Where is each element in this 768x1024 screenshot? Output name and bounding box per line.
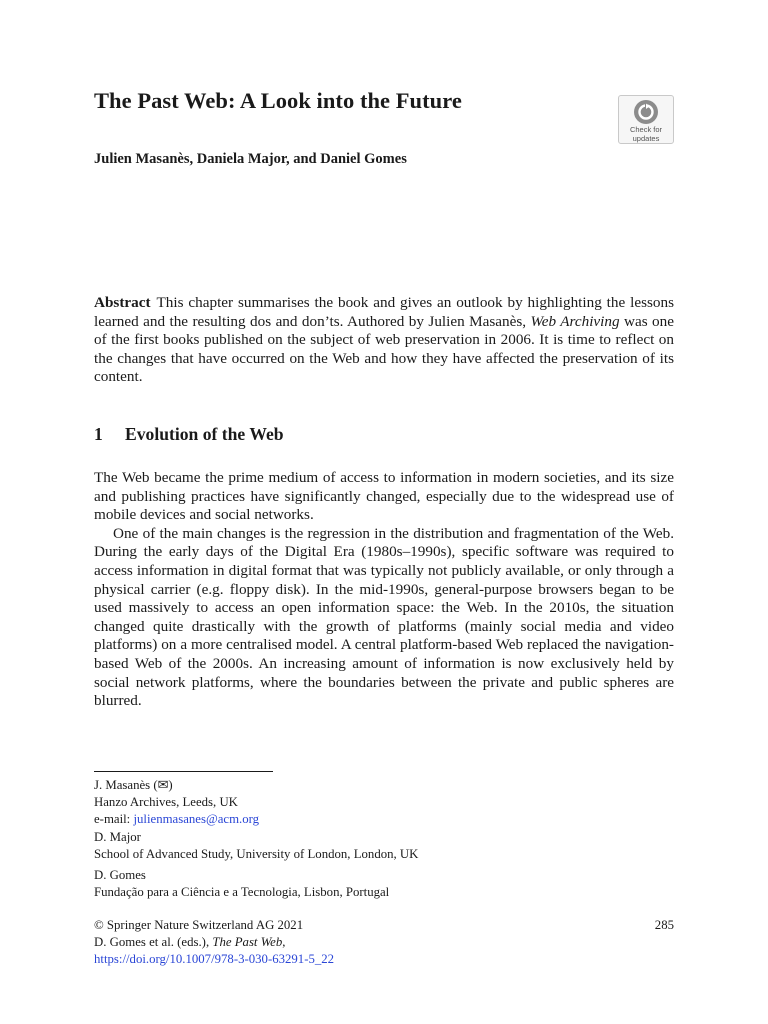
badge-label-line1: Check for — [629, 125, 663, 134]
affiliation-name: D. Major — [94, 830, 141, 844]
affiliation-name: J. Masanès (✉) — [94, 778, 173, 792]
author-list: Julien Masanès, Daniela Major, and Daniel Gomes — [94, 151, 407, 167]
check-for-updates-icon — [633, 99, 659, 125]
doi-link[interactable]: https://doi.org/10.1007/978-3-030-63291-5_22 — [94, 951, 335, 966]
affiliation-major — [94, 829, 554, 863]
page-footer — [94, 917, 674, 967]
abstract-book-title: Web Archiving — [530, 312, 620, 330]
check-for-updates-badge[interactable] — [618, 95, 674, 144]
badge-label-line2: updates — [632, 133, 660, 143]
section-heading — [94, 424, 284, 445]
abstract-label: Abstract — [94, 294, 151, 311]
copyright-line: © Springer Nature Switzerland AG 2021 — [94, 918, 304, 932]
citation-text: D. Gomes et al. (eds.), — [94, 934, 213, 949]
citation-comma: , — [282, 934, 286, 949]
paragraph: One of the main changes is the regression in the distribution and fragmentation of the Web. During the early days of the Digital Era (1980s–1990s), specific software was required to access information in digital format that was typically not publicly available, or only through a physical carrier (e.g. floppy disk). In the mid-1990s, general-purpose browsers began to be used massively to access an open information space: the Web. In the 2010s, the situation changed quite drastically with the growth of platforms (mainly social media and video platforms) on a more centralised model. A central platform-based Web replaced the navigation-based Web of the 2000s. An increasing amount of information is now exclusively held by social network platforms, where the boundaries between the private and public spheres are blurred. — [94, 524, 674, 710]
affiliation-org: School of Advanced Study, University of London, London, UK — [94, 846, 419, 861]
email-link[interactable]: julienmasanes@acm.org — [133, 811, 260, 826]
affiliation-org: Fundação para a Ciência e a Tecnologia, Lisbon, Portugal — [94, 884, 390, 899]
doi-line — [94, 951, 674, 968]
email-label: e-mail: — [94, 811, 134, 826]
section-body — [94, 469, 674, 711]
abstract — [94, 294, 674, 387]
affiliation-masanes — [94, 777, 554, 827]
section-title: Evolution of the Web — [125, 424, 284, 444]
affiliation-name: D. Gomes — [94, 868, 146, 882]
abstract-text-start: This chapter summarises the book and gives an outlook by highlighting the lessons learned and the resulting dos and don’ts. Authored by Julien Masanès, — [94, 294, 674, 330]
citation-line — [94, 934, 674, 951]
affiliation-org: Hanzo Archives, Leeds, UK — [94, 794, 238, 809]
footnote-divider — [94, 771, 273, 772]
affiliation-email-line — [94, 811, 554, 828]
chapter-title: The Past Web: A Look into the Future — [94, 88, 462, 113]
affiliation-gomes — [94, 867, 554, 901]
section-number: 1 — [94, 424, 103, 444]
citation-book-title: The Past Web — [212, 934, 283, 949]
paragraph: The Web became the prime medium of access to information in modern societies, and its size and publishing practices have significantly changed, especially due to the widespread use of mobile devices and social networks. — [94, 469, 674, 524]
page-number: 285 — [654, 918, 674, 932]
abstract-text-end: was one of the first books published on the subject of web preservation in 2006. It is time to reflect on the changes that have occurred on the Web and how they have affected the preservation of its content. — [94, 312, 674, 386]
